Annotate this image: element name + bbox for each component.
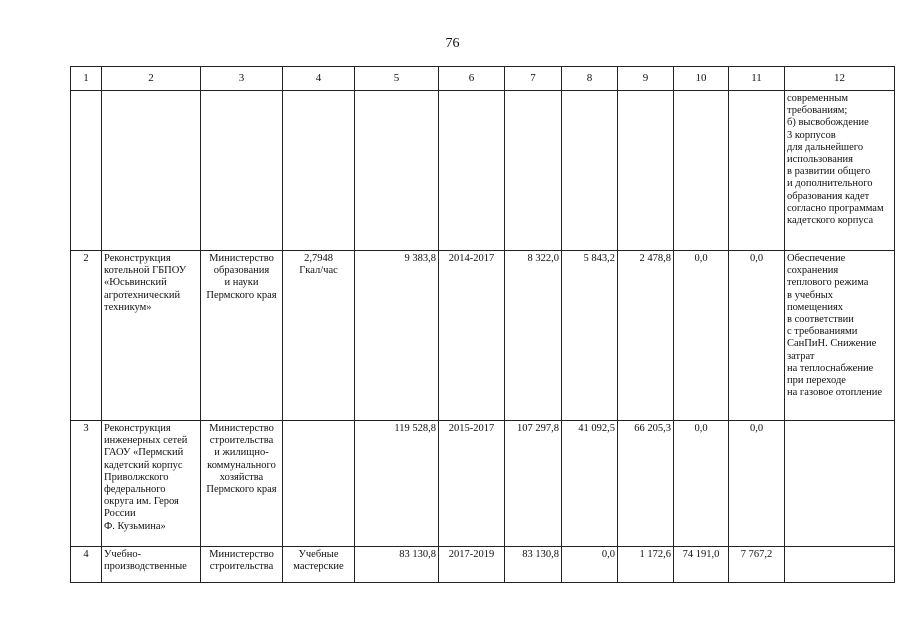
object-name: Учебно- производственные: [102, 547, 201, 583]
header-row: [71, 67, 895, 91]
capacity: [283, 91, 355, 251]
value-col8: 41 092,5: [562, 421, 618, 547]
header-cell-10: 10: [674, 67, 729, 91]
object-name: Реконструкция инженерных сетей ГАОУ «Пермский кадетский корпус Приволжского федерального округа им. Героя России Ф. Кузьмина»: [102, 421, 201, 547]
value-col11: 0,0: [729, 251, 785, 421]
value-col7: 83 130,8: [505, 547, 562, 583]
value-col10: [674, 91, 729, 251]
row-number: 4: [71, 547, 102, 583]
total-cost: 119 528,8: [355, 421, 439, 547]
header-cell-9: 9: [618, 67, 674, 91]
header-cell-2: 2: [102, 67, 201, 91]
header-cell-6: 6: [439, 67, 505, 91]
value-col9: 2 478,8: [618, 251, 674, 421]
row-number: [71, 91, 102, 251]
value-col8: 0,0: [562, 547, 618, 583]
period: 2015-2017: [439, 421, 505, 547]
header-cell-5: 5: [355, 67, 439, 91]
table-row: [71, 421, 895, 547]
period: 2017-2019: [439, 547, 505, 583]
total-cost: 83 130,8: [355, 547, 439, 583]
value-col10: 74 191,0: [674, 547, 729, 583]
object-name: [102, 91, 201, 251]
value-col7: 8 322,0: [505, 251, 562, 421]
row-number: 2: [71, 251, 102, 421]
value-col7: 107 297,8: [505, 421, 562, 547]
table-row: [71, 547, 895, 583]
value-col11: 0,0: [729, 421, 785, 547]
expected-result: [785, 547, 895, 583]
value-col9: 1 172,6: [618, 547, 674, 583]
responsible-body: Министерство образования и науки Пермского края: [201, 251, 283, 421]
header-cell-3: 3: [201, 67, 283, 91]
header-cell-11: 11: [729, 67, 785, 91]
capacity: 2,7948 Гкал/час: [283, 251, 355, 421]
expected-result: [785, 421, 895, 547]
responsible-body: Министерство строительства и жилищно- коммунального хозяйства Пермского края: [201, 421, 283, 547]
value-col7: [505, 91, 562, 251]
header-cell-12: 12: [785, 67, 895, 91]
value-col10: 0,0: [674, 421, 729, 547]
value-col8: [562, 91, 618, 251]
total-cost: [355, 91, 439, 251]
total-cost: 9 383,8: [355, 251, 439, 421]
capacity: Учебные мастерские: [283, 547, 355, 583]
expected-result: Обеспечение сохранения теплового режима в учебных помещениях в соответствии с требованиями СанПиН. Снижение затрат на теплоснабжение при переходе на газовое отопление: [785, 251, 895, 421]
row-number: 3: [71, 421, 102, 547]
value-col8: 5 843,2: [562, 251, 618, 421]
header-cell-4: 4: [283, 67, 355, 91]
responsible-body: [201, 91, 283, 251]
header-cell-8: 8: [562, 67, 618, 91]
capacity: [283, 421, 355, 547]
data-table: [70, 66, 895, 583]
period: 2014-2017: [439, 251, 505, 421]
table-row: [71, 251, 895, 421]
period: [439, 91, 505, 251]
header-cell-7: 7: [505, 67, 562, 91]
responsible-body: Министерство строительства: [201, 547, 283, 583]
value-col11: [729, 91, 785, 251]
page-number: 76: [445, 36, 460, 51]
expected-result: современным требованиям; б) высвобождение 3 корпусов для дальнейшего использования в развитии общего и дополнительного образования кадет согласно программам кадетского корпуса: [785, 91, 895, 251]
header-cell-1: 1: [71, 67, 102, 91]
value-col10: 0,0: [674, 251, 729, 421]
value-col9: [618, 91, 674, 251]
value-col9: 66 205,3: [618, 421, 674, 547]
object-name: Реконструкция котельной ГБПОУ «Юсьвинский агротехнический техникум»: [102, 251, 201, 421]
value-col11: 7 767,2: [729, 547, 785, 583]
table-row: [71, 91, 895, 251]
